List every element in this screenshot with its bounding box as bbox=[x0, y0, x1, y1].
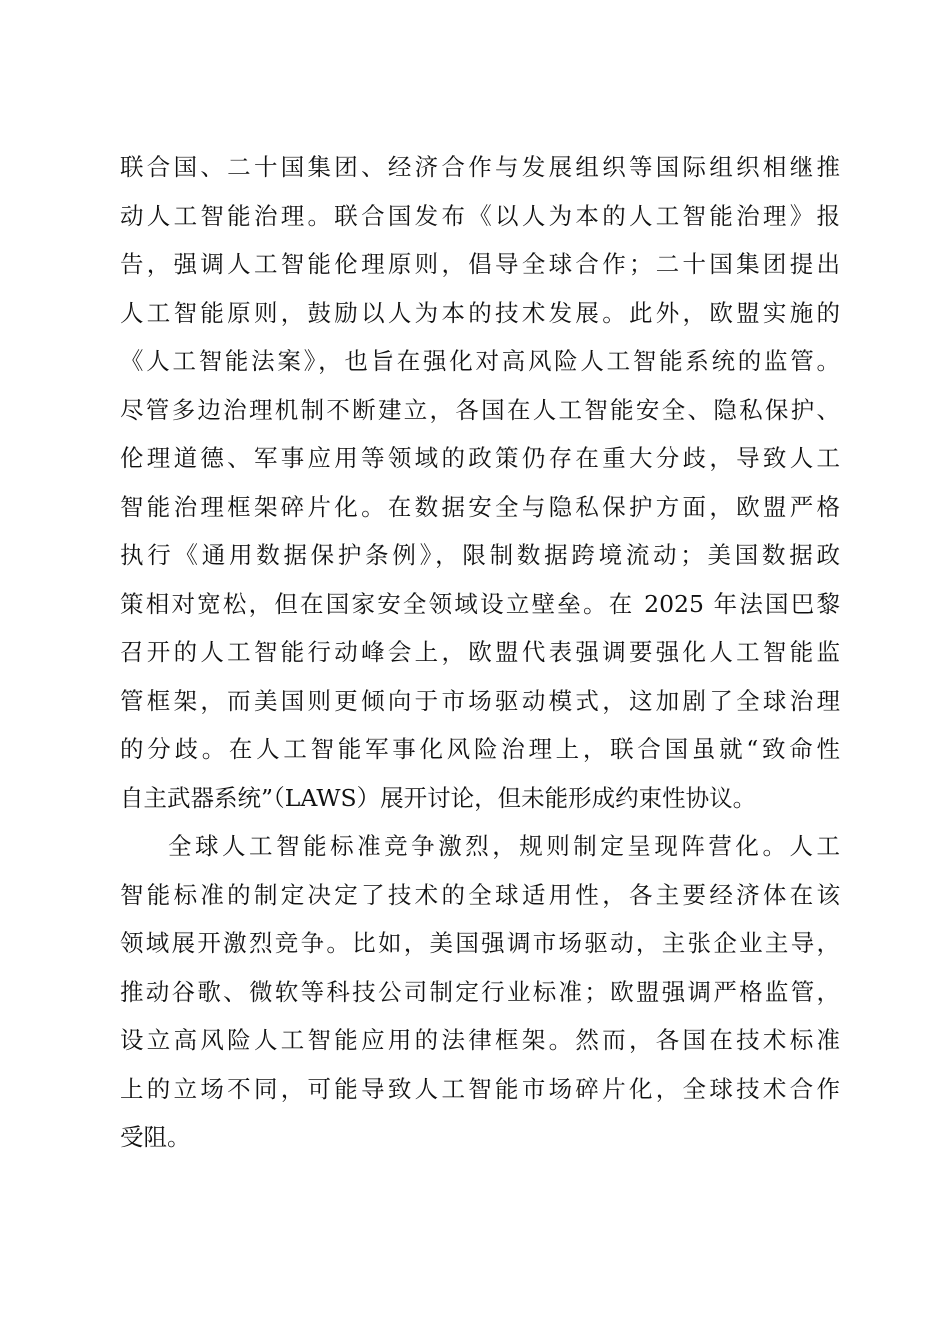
text-line: 全球人工智能标准竞争激烈，规则制定呈现阵营化。人工 bbox=[168, 832, 840, 860]
text-line: 的分歧。在人工智能军事化风险治理上，联合国虽就“致命性 bbox=[120, 735, 840, 763]
text-line: 人工智能原则，鼓励以人为本的技术发展。此外，欧盟实施的 bbox=[120, 298, 840, 327]
paragraph-2 bbox=[120, 822, 840, 1162]
body-text bbox=[120, 143, 840, 1162]
text-line: 动人工智能治理。联合国发布《以人为本的人工智能治理》报 bbox=[120, 201, 840, 230]
text-line: 告，强调人工智能伦理原则，倡导全球合作；二十国集团提出 bbox=[120, 250, 840, 278]
text-line: 尽管多边治理机制不断建立，各国在人工智能安全、隐私保护、 bbox=[120, 395, 840, 424]
text-line: 召开的人工智能行动峰会上，欧盟代表强调要强化人工智能监 bbox=[120, 638, 840, 666]
paragraph-1 bbox=[120, 143, 840, 822]
text-line: 自主武器系统”（LAWS）展开讨论，但未能形成约束性协议。 bbox=[120, 783, 757, 812]
text-line: 联合国、二十国集团、经济合作与发展组织等国际组织相继推 bbox=[120, 153, 840, 181]
text-line: 策相对宽松，但在国家安全领域设立壁垒。在 2025 年法国巴黎 bbox=[120, 589, 840, 618]
text-line: 受阻。 bbox=[120, 1123, 191, 1151]
text-line: 上的立场不同，可能导致人工智能市场碎片化，全球技术合作 bbox=[120, 1074, 840, 1103]
text-line: 智能标准的制定决定了技术的全球适用性，各主要经济体在该 bbox=[120, 880, 840, 909]
text-line: 执行《通用数据保护条例》，限制数据跨境流动；美国数据政 bbox=[120, 541, 840, 569]
text-line: 管框架，而美国则更倾向于市场驱动模式，这加剧了全球治理 bbox=[120, 686, 840, 715]
text-line: 智能治理框架碎片化。在数据安全与隐私保护方面，欧盟严格 bbox=[120, 492, 840, 521]
text-line: 《人工智能法案》，也旨在强化对高风险人工智能系统的监管。 bbox=[120, 347, 840, 375]
text-line: 领域展开激烈竞争。比如，美国强调市场驱动，主张企业主导， bbox=[120, 929, 840, 957]
text-line: 设立高风险人工智能应用的法律框架。然而，各国在技术标准 bbox=[120, 1026, 840, 1054]
text-line: 伦理道德、军事应用等领域的政策仍存在重大分歧，导致人工 bbox=[120, 444, 840, 472]
text-line: 推动谷歌、微软等科技公司制定行业标准；欧盟强调严格监管， bbox=[120, 977, 840, 1006]
